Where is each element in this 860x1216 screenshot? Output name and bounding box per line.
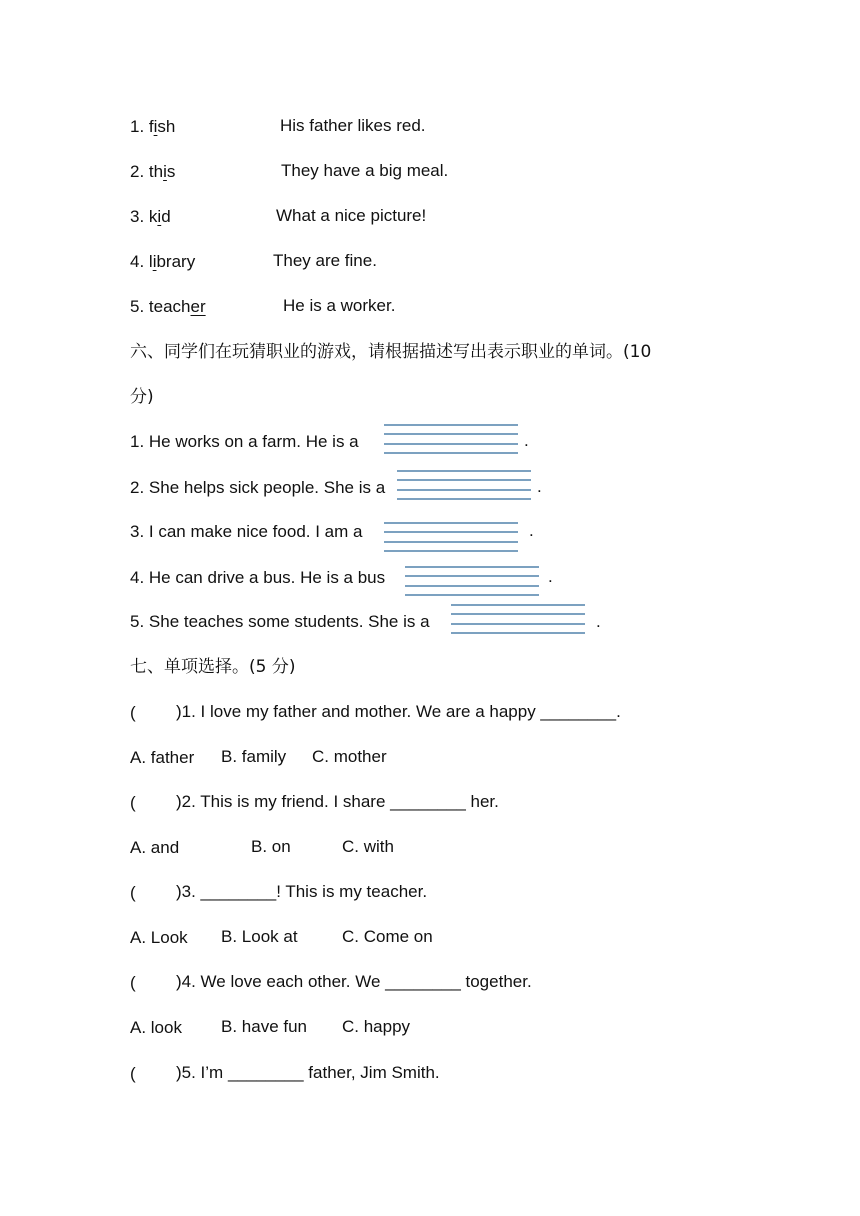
question-1-stem: )1. I love my father and mother. We are a happy ________. xyxy=(176,702,621,721)
fill-item-4-text: 4. He can drive a bus. He is a bus xyxy=(130,568,386,587)
option-c-4[interactable]: C. happy xyxy=(342,1017,411,1036)
sentence-1: His father likes red. xyxy=(280,116,426,135)
option-b-1[interactable]: B. family xyxy=(221,747,287,766)
answer-paren-2[interactable]: ( xyxy=(130,793,136,812)
word-5: 5. teacher xyxy=(130,297,206,316)
option-a-4[interactable]: A. look xyxy=(130,1018,182,1037)
period-5: . xyxy=(596,612,601,631)
period-4: . xyxy=(548,567,553,586)
word-2: 2. this xyxy=(130,162,176,181)
question-4-stem: )4. We love each other. We ________ together. xyxy=(176,972,532,991)
answer-paren-4[interactable]: ( xyxy=(130,973,136,992)
option-c-3[interactable]: C. Come on xyxy=(342,927,433,946)
option-b-4[interactable]: B. have fun xyxy=(221,1017,308,1036)
question-2-stem: )2. This is my friend. I share ________ her. xyxy=(176,792,499,811)
answer-paren-5[interactable]: ( xyxy=(130,1064,136,1083)
period-3: . xyxy=(529,521,534,540)
word-4: 4. library xyxy=(130,252,196,271)
fill-item-2-text: 2. She helps sick people. She is a xyxy=(130,478,386,497)
sentence-4: They are fine. xyxy=(273,251,377,270)
section-7-heading: 七、单项选择。(5 分) xyxy=(130,657,296,677)
sentence-3: What a nice picture! xyxy=(276,206,427,225)
answer-blank-5[interactable] xyxy=(451,604,585,634)
fill-item-3-text: 3. I can make nice food. I am a xyxy=(130,522,363,541)
answer-paren-1[interactable]: ( xyxy=(130,703,136,722)
question-5-stem: )5. I’m ________ father, Jim Smith. xyxy=(176,1063,440,1082)
option-c-2[interactable]: C. with xyxy=(342,837,394,856)
sentence-2: They have a big meal. xyxy=(281,161,449,180)
option-a-3[interactable]: A. Look xyxy=(130,928,188,947)
option-a-2[interactable]: A. and xyxy=(130,838,180,857)
fill-item-1-text: 1. He works on a farm. He is a xyxy=(130,432,359,451)
option-a-1[interactable]: A. father xyxy=(130,748,195,767)
option-b-3[interactable]: B. Look at xyxy=(221,927,298,946)
word-3: 3. kid xyxy=(130,207,171,226)
section-6-heading-cont: 分) xyxy=(130,387,154,407)
section-6-heading: 六、同学们在玩猜职业的游戏，请根据描述写出表示职业的单词。(10 xyxy=(130,342,652,362)
option-b-2[interactable]: B. on xyxy=(251,837,291,856)
answer-blank-1[interactable] xyxy=(384,424,518,454)
sentence-5: He is a worker. xyxy=(283,296,396,315)
answer-blank-2[interactable] xyxy=(397,470,531,500)
period-1: . xyxy=(524,431,529,450)
fill-item-5-text: 5. She teaches some students. She is a xyxy=(130,612,430,631)
answer-blank-3[interactable] xyxy=(384,522,518,552)
period-2: . xyxy=(537,477,542,496)
word-1: 1. fish xyxy=(130,117,176,136)
question-3-stem: )3. ________! This is my teacher. xyxy=(176,882,428,901)
answer-paren-3[interactable]: ( xyxy=(130,883,136,902)
option-c-1[interactable]: C. mother xyxy=(312,747,387,766)
answer-blank-4[interactable] xyxy=(405,566,539,596)
